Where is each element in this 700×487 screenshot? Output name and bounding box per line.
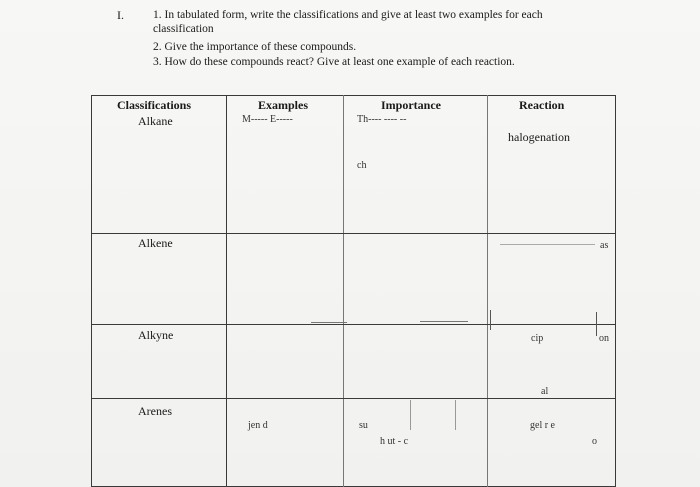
- reaction-alkane: halogenation: [508, 130, 570, 144]
- examples-fragment: M----- E-----: [242, 114, 293, 125]
- question-3: 3. How do these compounds react? Give at least one example of each reaction.: [153, 56, 515, 68]
- col-divider-2: [343, 95, 344, 487]
- scan-mark: [455, 400, 456, 430]
- row-label-alkyne: Alkyne: [138, 328, 174, 342]
- scan-mark: [596, 312, 597, 336]
- scan-mark: [420, 321, 468, 322]
- section-number: I.: [117, 8, 124, 22]
- table-right-border: [615, 95, 616, 487]
- table-top-border: [91, 95, 616, 96]
- header-reaction: Reaction: [519, 98, 565, 112]
- question-1-line-1: 1. In tabulated form, write the classifications and give at least two examples for each: [153, 9, 543, 21]
- fragment-ch: ch: [357, 160, 367, 171]
- row-label-alkene: Alkene: [138, 236, 173, 250]
- question-2: 2. Give the importance of these compounds.: [153, 41, 357, 53]
- row-label-arenes: Arenes: [138, 404, 172, 418]
- row-divider-2: [91, 324, 616, 325]
- col-divider-1: [226, 95, 227, 487]
- question-1-line-2: classification: [153, 23, 214, 35]
- table-left-border: [91, 95, 92, 487]
- header-examples: Examples: [258, 98, 309, 112]
- scan-mark: [500, 244, 595, 245]
- fragment-su: su: [359, 420, 368, 431]
- fragment-cip: cip: [531, 333, 544, 344]
- scan-mark: [490, 310, 491, 330]
- scan-mark: [410, 400, 411, 430]
- fragment-jen-d: jen d: [248, 420, 268, 431]
- importance-fragment: Th---- ---- --: [357, 114, 407, 125]
- col-divider-3: [487, 95, 488, 487]
- fragment-as: as: [600, 240, 609, 251]
- row-divider-3: [91, 398, 616, 399]
- fragment-h-ut-c: h ut - c: [380, 436, 409, 447]
- fragment-gel-r-e: gel r e: [530, 420, 555, 431]
- fragment-al: al: [541, 386, 549, 397]
- fragment-on: on: [599, 333, 609, 344]
- scan-mark: [311, 322, 347, 323]
- header-classifications: Classifications: [117, 98, 192, 112]
- header-importance: Importance: [381, 98, 441, 112]
- row-divider-1: [91, 233, 616, 234]
- row-label-alkane: Alkane: [138, 114, 173, 128]
- fragment-o: o: [592, 436, 597, 447]
